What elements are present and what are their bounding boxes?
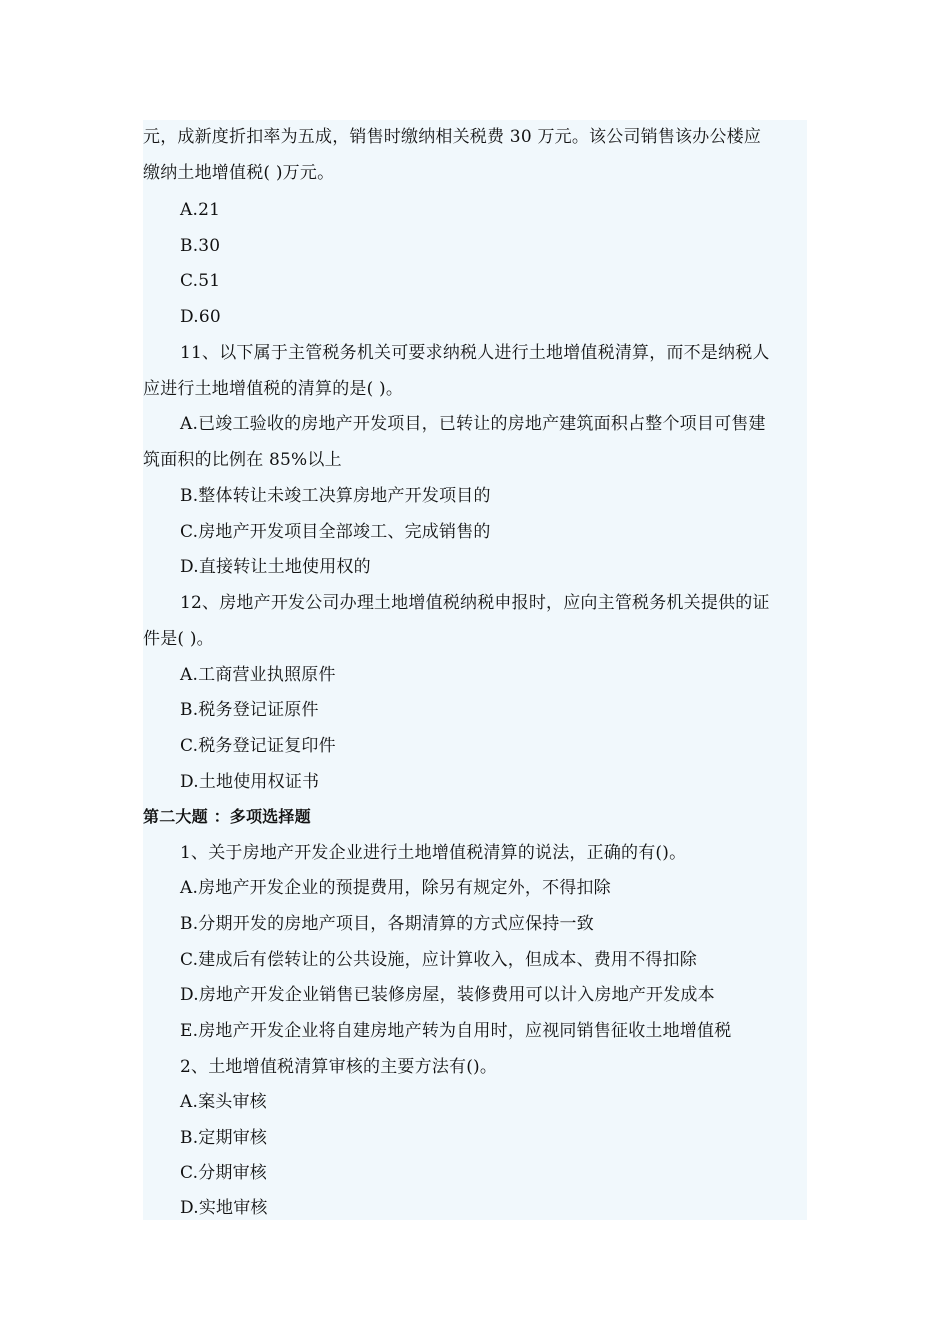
mq1-stem: 1、关于房地产开发企业进行土地增值税清算的说法，正确的有()。 [180, 843, 687, 863]
q12-option-c: C.税务登记证复印件 [180, 736, 336, 756]
q12-option-b: B.税务登记证原件 [180, 700, 319, 720]
q11-stem-line1: 11、以下属于主管税务机关可要求纳税人进行土地增值税清算，而不是纳税人 [180, 343, 770, 363]
q12-stem-line2: 件是( )。 [143, 629, 214, 649]
q10-option-c: C.51 [180, 271, 221, 291]
q10-option-a: A.21 [180, 200, 221, 220]
document-page [143, 120, 807, 1220]
mq2-option-b: B.定期审核 [180, 1128, 268, 1148]
q10-stem-line2: 缴纳土地增值税( )万元。 [143, 163, 335, 183]
q11-option-d: D.直接转让土地使用权的 [180, 557, 371, 577]
mq1-option-d: D.房地产开发企业销售已装修房屋，装修费用可以计入房地产开发成本 [180, 985, 715, 1005]
q11-option-c: C.房地产开发项目全部竣工、完成销售的 [180, 522, 491, 542]
q11-option-a-line2: 筑面积的比例在 85%以上 [143, 450, 342, 470]
section-heading: 第二大题 ：多项选择题 [143, 807, 311, 826]
q12-option-a: A.工商营业执照原件 [180, 665, 336, 685]
q10-option-d: D.60 [180, 307, 221, 327]
q11-option-a-line1: A.已竣工验收的房地产开发项目，已转让的房地产建筑面积占整个项目可售建 [180, 414, 766, 434]
q12-option-d: D.土地使用权证书 [180, 772, 320, 792]
q11-option-b: B.整体转让未竣工决算房地产开发项目的 [180, 486, 491, 506]
mq2-option-a: A.案头审核 [180, 1092, 267, 1112]
q10-stem-line1: 元，成新度折扣率为五成，销售时缴纳相关税费 30 万元。该公司销售该办公楼应 [143, 127, 762, 147]
mq2-option-d: D.实地审核 [180, 1198, 268, 1218]
q11-stem-line2: 应进行土地增值税的清算的是( )。 [143, 379, 404, 399]
mq1-option-b: B.分期开发的房地产项目，各期清算的方式应保持一致 [180, 914, 594, 934]
q10-option-b: B.30 [180, 236, 221, 256]
mq1-option-e: E.房地产开发企业将自建房地产转为自用时，应视同销售征收土地增值税 [180, 1021, 732, 1041]
mq2-option-c: C.分期审核 [180, 1163, 268, 1183]
mq1-option-a: A.房地产开发企业的预提费用，除另有规定外，不得扣除 [180, 878, 611, 898]
mq2-stem: 2、土地增值税清算审核的主要方法有()。 [180, 1057, 498, 1077]
mq1-option-c: C.建成后有偿转让的公共设施，应计算收入，但成本、费用不得扣除 [180, 950, 698, 970]
q12-stem-line1: 12、房地产开发公司办理土地增值税纳税申报时，应向主管税务机关提供的证 [180, 593, 770, 613]
